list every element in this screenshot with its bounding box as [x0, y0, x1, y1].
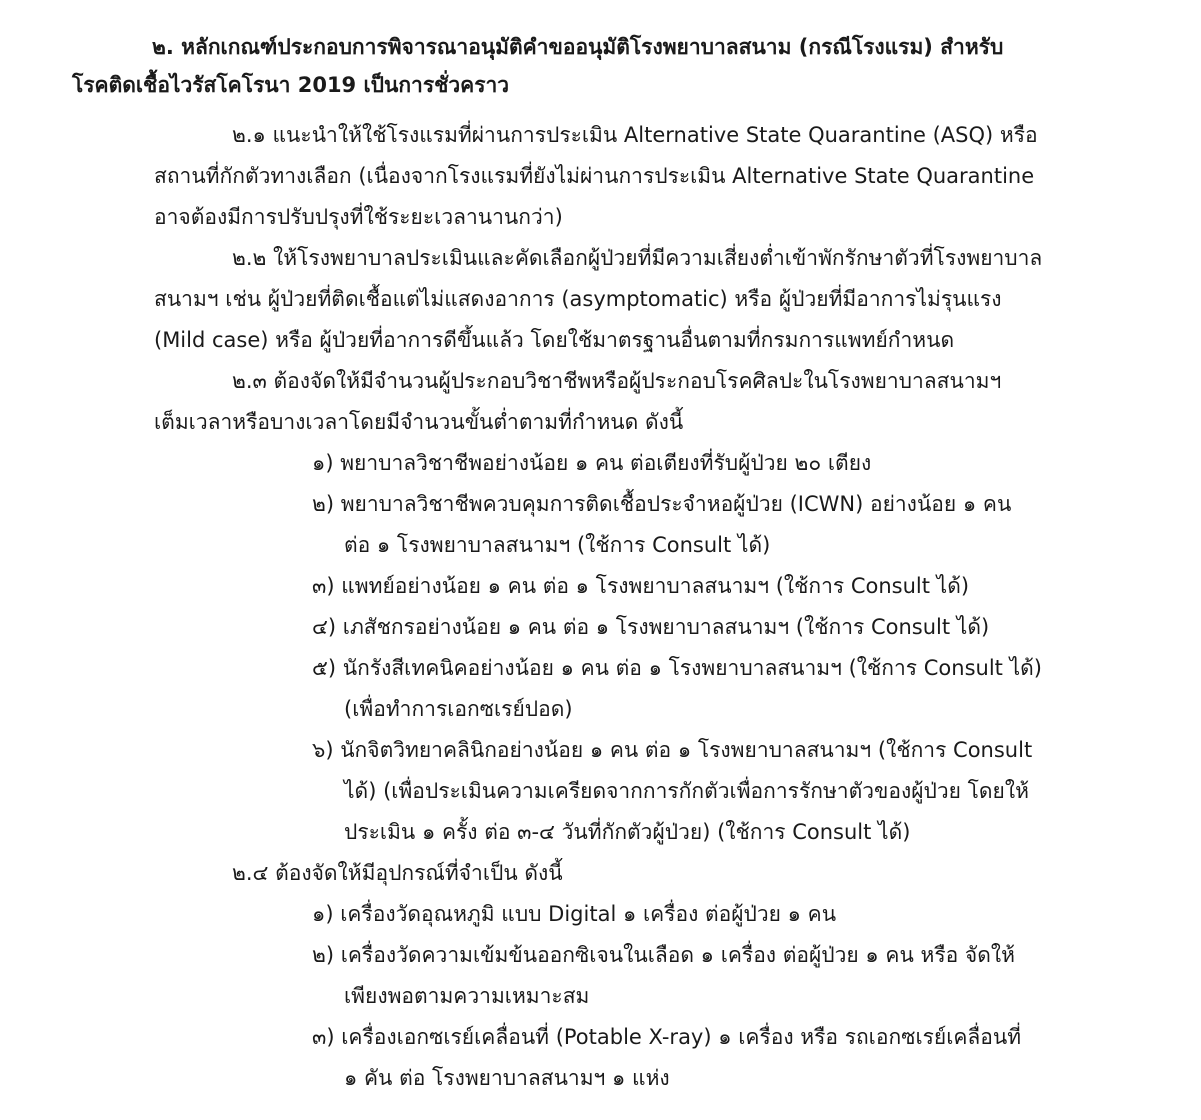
list-item-continuation: ต่อ ๑ โรงพยาบาลสนามฯ (ใช้การ Consult ได้) [344, 533, 771, 557]
para-2-1-line-3: อาจต้องมีการปรับปรุงที่ใช้ระยะเวลานานกว่า) [154, 205, 563, 229]
para-2-2-line-1: ๒.๒ ให้โรงพยาบาลประเมินและคัดเลือกผู้ป่วยที่มีความเสี่ยงต่ำเข้าพักรักษาตัวที่โรงพยาบาล [232, 246, 1043, 270]
heading-line-1: ๒. หลักเกณฑ์ประกอบการพิจารณาอนุมัติคำขออนุมัติโรงพยาบาลสนาม (กรณีโรงแรม) สำหรับ [152, 35, 1004, 59]
para-2-3-line-2: เต็มเวลาหรือบางเวลาโดยมีจำนวนขั้นต่ำตามที่กำหนด ดังนี้ [154, 410, 684, 434]
para-2-2-line-3: (Mild case) หรือ ผู้ป่วยที่อาการดีขึ้นแล้ว โดยใช้มาตรฐานอื่นตามที่กรมการแพทย์กำหนด [154, 328, 955, 352]
list-item: ๒) พยาบาลวิชาชีพควบคุมการติดเชื้อประจำหอผู้ป่วย (ICWN) อย่างน้อย ๑ คน [312, 492, 1012, 516]
para-2-1-line-2: สถานที่กักตัวทางเลือก (เนื่องจากโรงแรมที่ยังไม่ผ่านการประเมิน Alternative State Quarantine [154, 164, 1035, 188]
list-item: ๕) นักรังสีเทคนิคอย่างน้อย ๑ คน ต่อ ๑ โรงพยาบาลสนามฯ (ใช้การ Consult ได้) [312, 656, 1042, 680]
list-item-continuation: ได้) (เพื่อประเมินความเครียดจากการกักตัวเพื่อการรักษาตัวของผู้ป่วย โดยให้ [344, 779, 1029, 803]
list-item-continuation: ประเมิน ๑ ครั้ง ต่อ ๓-๔ วันที่กักตัวผู้ป่วย) (ใช้การ Consult ได้) [344, 820, 911, 844]
list-item: ๑) พยาบาลวิชาชีพอย่างน้อย ๑ คน ต่อเตียงที่รับผู้ป่วย ๒๐ เตียง [312, 451, 872, 475]
para-2-2-line-2: สนามฯ เช่น ผู้ป่วยที่ติดเชื้อแต่ไม่แสดงอาการ (asymptomatic) หรือ ผู้ป่วยที่มีอาการไม่รุนแรง [154, 287, 1002, 311]
list-item: ๒) เครื่องวัดความเข้มข้นออกซิเจนในเลือด ๑ เครื่อง ต่อผู้ป่วย ๑ คน หรือ จัดให้ [312, 943, 1015, 967]
list-item: ๔) เภสัชกรอย่างน้อย ๑ คน ต่อ ๑ โรงพยาบาลสนามฯ (ใช้การ Consult ได้) [312, 615, 990, 639]
list-item: ๑) เครื่องวัดอุณหภูมิ แบบ Digital ๑ เครื่อง ต่อผู้ป่วย ๑ คน [312, 902, 837, 926]
list-item-continuation: (เพื่อทำการเอกซเรย์ปอด) [344, 697, 573, 721]
heading-line-2: โรคติดเชื้อไวรัสโคโรนา 2019 เป็นการชั่วคราว [72, 73, 510, 97]
para-2-4-line-1: ๒.๔ ต้องจัดให้มีอุปกรณ์ที่จำเป็น ดังนี้ [232, 861, 563, 885]
list-item: ๖) นักจิตวิทยาคลินิกอย่างน้อย ๑ คน ต่อ ๑ โรงพยาบาลสนามฯ (ใช้การ Consult [312, 738, 1033, 762]
list-item-continuation: เพียงพอตามความเหมาะสม [344, 984, 590, 1008]
list-item-continuation: ๑ คัน ต่อ โรงพยาบาลสนามฯ ๑ แห่ง [344, 1066, 670, 1090]
section-heading [72, 28, 1152, 104]
para-2-3-line-1: ๒.๓ ต้องจัดให้มีจำนวนผู้ประกอบวิชาชีพหรือผู้ประกอบโรคศิลปะในโรงพยาบาลสนามฯ [232, 369, 1002, 393]
list-item: ๓) แพทย์อย่างน้อย ๑ คน ต่อ ๑ โรงพยาบาลสนามฯ (ใช้การ Consult ได้) [312, 574, 970, 598]
para-2-1-line-1: ๒.๑ แนะนำให้ใช้โรงแรมที่ผ่านการประเมิน Alternative State Quarantine (ASQ) หรือ [232, 123, 1038, 147]
list-item: ๓) เครื่องเอกซเรย์เคลื่อนที่ (Potable X-ray) ๑ เครื่อง หรือ รถเอกซเรย์เคลื่อนที่ [312, 1025, 1022, 1049]
